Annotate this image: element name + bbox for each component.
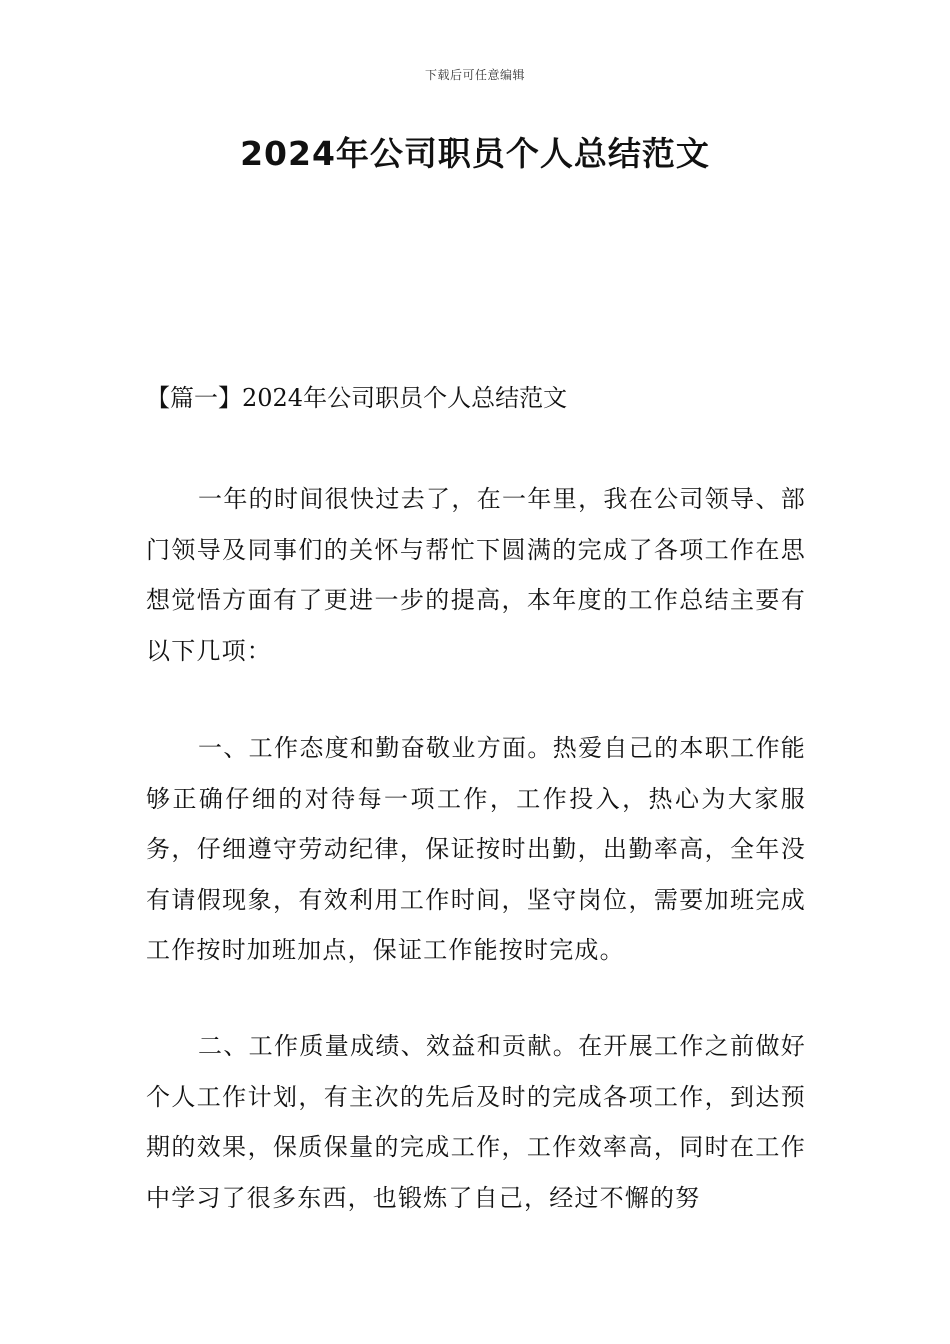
paragraph-work-attitude: 一、工作态度和勤奋敬业方面。热爱自己的本职工作能够正确仔细的对待每一项工作，工作投入，热心为大家服务，仔细遵守劳动纪律，保证按时出勤，出勤率高，全年没有请假现象，有效利用工作时间，坚守岗位，需要加班完成工作按时加班加点，保证工作能按时完成。 [146,734,806,964]
header-note: 下载后可任意编辑 [424,68,525,82]
paragraph-intro: 一年的时间很快过去了，在一年里，我在公司领导、部门领导及同事们的关怀与帮忙下圆满的完成了各项工作在思想觉悟方面有了更进一步的提高，本年度的工作总结主要有以下几项： [146,485,806,665]
paragraph-work-quality: 二、工作质量成绩、效益和贡献。在开展工作之前做好个人工作计划，有主次的先后及时的完成各项工作，到达预期的效果，保质保量的完成工作，工作效率高，同时在工作中学习了很多东西，也锻炼了自己，经过不懈的努 [146,1032,806,1212]
section-heading: 【篇一】2024年公司职员个人总结范文 [146,384,568,412]
document-title: 2024年公司职员个人总结范文 [240,134,710,173]
